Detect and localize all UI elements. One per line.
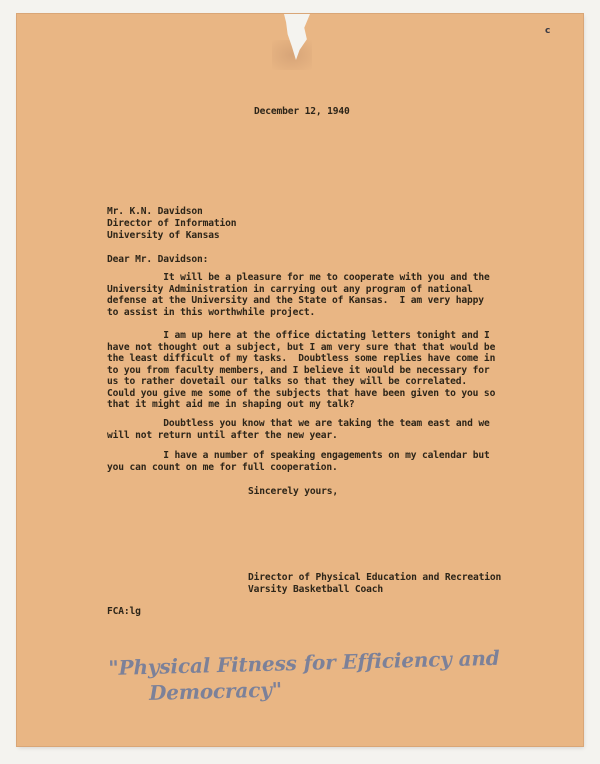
- recipient-name: Mr. K.N. Davidson: [107, 206, 203, 217]
- paragraph-2: I am up here at the office dictating letters tonight and I have not thought out a subject, but I am very sure that that would be the least difficult of my tasks. Doubtless some replies have come in to you from faculty members, and I believe it would be necessary for us to rather dovetail our talks so that they will be correlated. Could you give me some of the subjects that have been given to you so that it might aid me in shaping out my talk?: [107, 330, 501, 410]
- recipient-organization: University of Kansas: [107, 230, 220, 241]
- letter-date: December 12, 1940: [254, 106, 350, 117]
- signature-title-1: Director of Physical Education and Recreation: [248, 572, 502, 583]
- handwritten-note: [108, 644, 539, 707]
- handwritten-line-2: Democracy": [148, 677, 283, 705]
- recipient-title: Director of Information: [107, 218, 237, 229]
- typist-initials: FCA:lg: [107, 606, 141, 617]
- corner-mark: c: [545, 26, 551, 36]
- paragraph-1: It will be a pleasure for me to cooperate with you and the University Administration in carrying out any program of national defense at the University and the State of Kansas. I am very happy to assist in this worthwhile project.: [107, 272, 496, 318]
- signature-title-2: Varsity Basketball Coach: [248, 584, 384, 595]
- handwritten-line-1: "Physical Fitness for Efficiency and: [108, 645, 500, 680]
- closing: Sincerely yours,: [248, 486, 339, 497]
- paragraph-4: I have a number of speaking engagements on my calendar but you can count on me for full cooperation.: [107, 450, 496, 473]
- paragraph-3: Doubtless you know that we are taking the team east and we will not return until after the new year.: [107, 418, 496, 441]
- salutation: Dear Mr. Davidson:: [107, 254, 209, 265]
